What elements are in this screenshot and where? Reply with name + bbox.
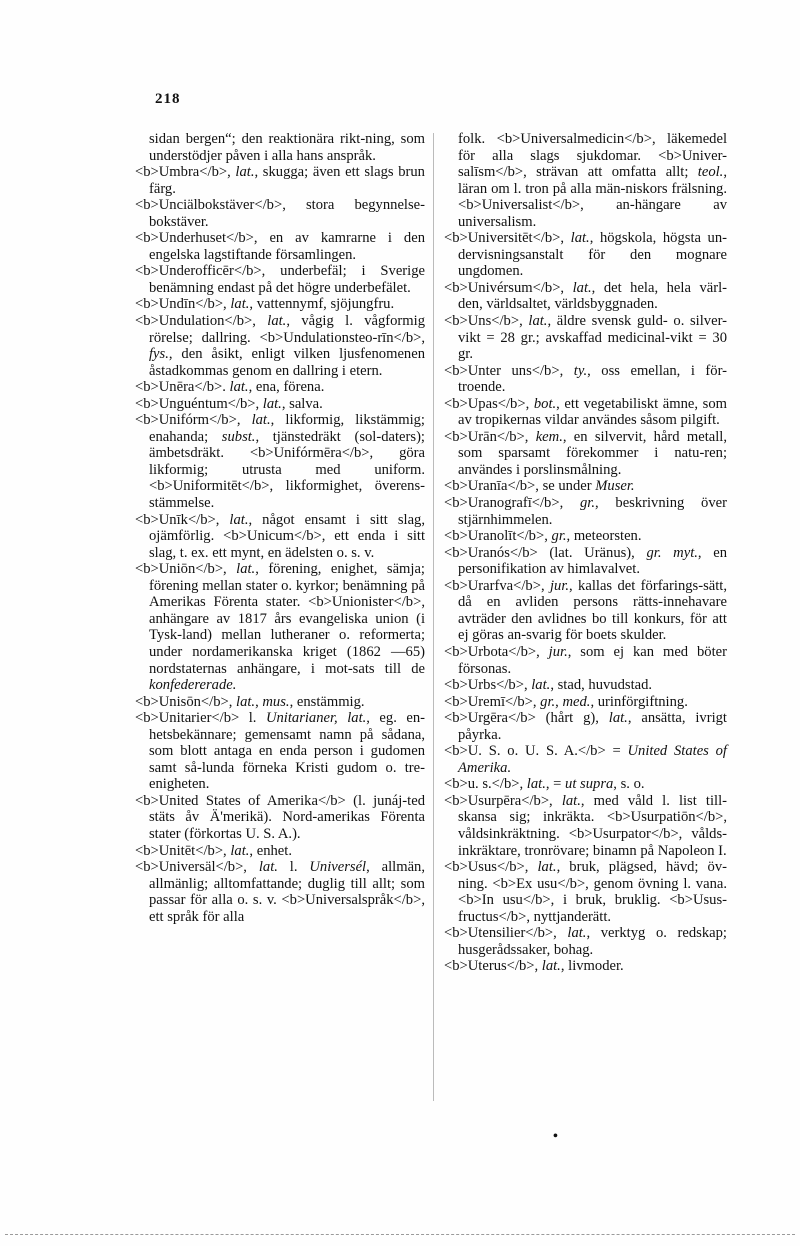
entry-text: , beskrivning över stjärnhimmelen. — [458, 495, 727, 528]
entry-text: <b>Uremī</b>, — [444, 693, 541, 710]
entry-text: , livmoder. — [560, 958, 624, 975]
abbreviation: ty. — [573, 362, 588, 379]
abbreviation: subst. — [221, 428, 256, 445]
dictionary-entry — [135, 230, 425, 263]
entry-text: <b>Utensilier</b>, — [444, 925, 568, 942]
entry-text: , en silvervit, hård metall, som sparsamt förekommer i natu-ren; användes i porslinsmålning. — [458, 428, 728, 478]
dictionary-entry — [444, 230, 727, 280]
dictionary-entry — [444, 429, 727, 479]
entry-text: , kallas det förfarings-sätt, då en avliden persons rätts-innehavare avträder den avlidnes bo till konkurs, för att ej göras an-svarig för boets skulder. — [458, 577, 727, 644]
entry-text: , verktyg o. redskap; husgerådssaker, bohag. — [458, 925, 727, 958]
entry-text: , s. o. — [613, 776, 645, 793]
dictionary-entry — [135, 561, 425, 693]
abbreviation: ut supra — [565, 776, 614, 793]
entry-text: , läran om l. tron på alla män-niskors frälsning. — [458, 164, 727, 197]
entry-text: , en personifikation av himlavalvet. — [458, 544, 728, 578]
entry-text: , vattennymf, sjöjungfru. — [249, 296, 395, 313]
entry-text: l. — [277, 859, 310, 876]
abbreviation: konfedererade. — [149, 677, 237, 694]
dictionary-entry — [444, 363, 727, 396]
abbreviation: lat. — [236, 561, 256, 578]
abbreviation: lat. — [262, 395, 282, 412]
dictionary-entry — [444, 528, 727, 545]
abbreviation: Universél — [309, 859, 367, 876]
dictionary-entry — [135, 843, 425, 860]
entry-text: <b>Usus</b>, — [444, 859, 538, 876]
entry-text: , = — [545, 776, 566, 793]
entry-text: <b>United States of Amerika</b> (l. junáj-ted stäts åv Ä'merikä). Nord-amerikas Förenta stater (förkortas U. S. A.). — [135, 792, 425, 842]
entry-text: folk. — [458, 131, 497, 147]
entry-text: <b>Universalspråk</b>, ett språk för alla — [149, 892, 425, 925]
entry-text: <b>Unifórm</b>, — [135, 412, 252, 429]
entry-text: <b>Uranolīt</b>, — [444, 528, 552, 545]
bottom-rule — [5, 1234, 795, 1235]
entry-text: <b>Urgēra</b> (hårt g), — [444, 710, 609, 727]
entry-text: <b>Unifórmēra</b>, göra likformig; utrusta med uniform. — [149, 445, 425, 478]
abbreviation: bot. — [533, 395, 557, 412]
entry-text: <b>Universitēt</b>, — [444, 230, 571, 247]
abbreviation: lat. — [567, 925, 587, 942]
abbreviation: lat. — [526, 776, 546, 793]
dictionary-entry — [444, 710, 727, 743]
abbreviation: lat. — [537, 859, 557, 876]
abbreviation: lat. — [229, 511, 249, 528]
entry-text: <b>Unguéntum</b>, — [135, 395, 263, 412]
entry-text: <b>Unionister</b>, anhängare av 1817 års evangeliska union (i Tysk-land) mellan lutheraner o. reformerta; under nordamerikanska kriget (1862 —65) nordstaternas anhängare, i mot-sats till de — [149, 594, 425, 677]
abbreviation: teol. — [697, 164, 724, 181]
abbreviation: United States of Amerika. — [458, 743, 727, 776]
entry-text: , enstämmig. — [289, 693, 365, 710]
abbreviation: lat. — [561, 792, 581, 809]
entry-text: <b>Unciälbokstäver</b>, stora begynnelse-bokstäver. — [135, 197, 425, 230]
entry-text: <b>Uns</b>, — [444, 313, 529, 330]
entry-text: , förening, enighet, sämja; förening mellan stater o. kyrkor; benämning på Amerikas Förenta stater. — [149, 561, 425, 611]
dictionary-entry — [135, 512, 425, 562]
entry-text: <b>Uranós</b> (lat. Uränus), — [444, 544, 647, 561]
dictionary-entry — [444, 280, 727, 313]
entry-text: <b>Urarfva</b>, — [444, 577, 550, 594]
abbreviation: lat. — [258, 859, 278, 876]
entry-text: <b>Undīn</b>, — [135, 296, 231, 313]
entry-text: <b>Unisōn</b>, — [135, 693, 237, 710]
entry-text: <b>Unitarier</b> l. — [135, 710, 266, 727]
dictionary-entry — [135, 296, 425, 313]
entry-text: , den åsikt, enligt vilken ljusfenomenen åstadkommas genom en dallring i etern. — [149, 346, 425, 379]
entry-text: <b>Upas</b>, — [444, 395, 534, 412]
abbreviation: lat. — [251, 412, 271, 429]
dictionary-entry — [135, 793, 425, 843]
entry-text: , högskola, högsta un-dervisningsanstalt för den mognare ungdomen. — [458, 230, 728, 280]
dictionary-entry — [444, 859, 727, 925]
entry-text: <b>Urbs</b>, — [444, 677, 532, 694]
entry-text: , tjänstedräkt (sol-daters); ämbetsdräkt. — [149, 428, 425, 462]
entry-text: <b>Undulationsteo-rīn</b>, — [259, 329, 425, 346]
entry-text: , urinförgiftning. — [590, 693, 688, 710]
entry-text: , vågig l. vågformig rörelse; dallring. — [149, 313, 425, 346]
dictionary-entry — [135, 313, 425, 379]
abbreviation: lat. — [230, 842, 250, 859]
dictionary-entry — [444, 925, 727, 958]
entry-text: <b>Uranografī</b>, — [444, 495, 580, 512]
entry-text: sidan bergen“; den reaktionära rikt-ning, som understödjer påven i alla hans anspråk. — [149, 131, 425, 164]
dictionary-entry — [444, 495, 727, 528]
dictionary-entry — [444, 545, 727, 578]
entry-text: , — [255, 693, 263, 710]
abbreviation: jur. — [548, 643, 568, 660]
abbreviation: lat. — [531, 677, 551, 694]
entry-text: <b>Usurpēra</b>, — [444, 792, 562, 809]
entry-text: <b>u. s.</b>, — [444, 776, 527, 793]
entry-text: <b>In usu</b>, i bruk, bruklig. — [458, 892, 670, 909]
abbreviation: mus. — [262, 693, 290, 710]
entry-text: <b>Undulation</b>, — [135, 313, 268, 330]
dictionary-entry — [135, 131, 425, 164]
dictionary-entry — [135, 164, 425, 197]
entry-text: , ena, förena. — [248, 379, 325, 396]
dictionary-entry — [135, 710, 425, 793]
abbreviation: gr. — [551, 528, 567, 545]
dictionary-entry — [135, 859, 425, 925]
abbreviation: lat. — [267, 313, 287, 330]
abbreviation: lat. — [230, 296, 250, 313]
abbreviation: lat. — [608, 710, 628, 727]
right-column — [444, 131, 727, 975]
abbreviation: Unitarianer, lat. — [265, 710, 367, 727]
dictionary-entry — [444, 313, 727, 363]
entry-text: <b>Unter uns</b>, — [444, 362, 574, 379]
entry-text: <b>Uniōn</b>, — [135, 561, 237, 578]
column-divider — [433, 133, 434, 1101]
entry-text: , eg. en-hetsbekännare; gemensamt namn på sådana, som blott antaga en enda person i gudomen samt så-lunda förneka Kristi gudom o. tre-enigheten. — [149, 710, 425, 793]
dictionary-entry — [444, 644, 727, 677]
abbreviation: kem. — [535, 428, 563, 445]
entry-text: <b>Universalist</b>, an-hängare av universalism. — [458, 197, 727, 230]
abbreviation: med. — [562, 693, 591, 710]
dictionary-entry — [135, 379, 425, 396]
dictionary-entry — [444, 958, 727, 975]
entry-text: <b>Unicum</b>, ett enda i sitt slag, t. ex. ett mynt, en ädelsten o. s. v. — [149, 528, 425, 561]
dictionary-entry — [444, 131, 727, 230]
entry-text: <b>Underofficēr</b>, underbefäl; i Sverige benämning endast på det högre underbefälet. — [135, 263, 425, 296]
dictionary-entry — [135, 412, 425, 511]
abbreviation: lat. — [235, 164, 255, 181]
entry-text: <b>Urān</b>, — [444, 428, 536, 445]
dictionary-entry — [444, 478, 727, 495]
entry-text: , det hela, hela värl-den, världsaltet, världsbyggnaden. — [458, 279, 727, 313]
entry-text: <b>Universäl</b>, — [135, 859, 259, 876]
dictionary-entry — [444, 694, 727, 711]
dictionary-entry — [135, 396, 425, 413]
dictionary-entry — [135, 263, 425, 296]
entry-text: , oss emellan, i för-troende. — [458, 362, 727, 396]
entry-text: <b>Uterus</b>, — [444, 958, 542, 975]
entry-text: <b>Uranīa</b>, se under — [444, 478, 596, 495]
abbreviation: lat. — [236, 693, 256, 710]
dictionary-entry — [135, 694, 425, 711]
entry-text: , med våld l. list till-skansa sig; inkräkta. — [458, 792, 727, 826]
abbreviation: gr. — [579, 495, 595, 512]
entry-text: <b>Usurpator</b>, vålds-inkräktare, tronrövare; binamn på Napoleon I. — [458, 825, 727, 859]
abbreviation: Muser. — [595, 478, 635, 495]
entry-text: , likformig, likstämmig; enahanda; — [149, 412, 425, 445]
entry-text: <b>Univérsum</b>, — [444, 279, 573, 296]
abbreviation: jur. — [549, 577, 570, 594]
dictionary-entry — [444, 677, 727, 694]
dictionary-entry — [444, 396, 727, 429]
left-column — [135, 131, 425, 925]
dictionary-entry — [444, 578, 727, 644]
entry-text: <b>Unīk</b>, — [135, 511, 230, 528]
entry-text: <b>Universalmedicin</b>, läkemedel för alla slags sjukdomar. — [458, 131, 728, 164]
abbreviation: lat. — [572, 279, 592, 296]
dictionary-entry — [135, 197, 425, 230]
abbreviation: lat. — [570, 230, 590, 247]
entry-text: , som ej kan med böter försonas. — [458, 643, 727, 677]
entry-text: <b>Uniformitēt</b>, likformighet, överens-stämmelse. — [149, 478, 425, 512]
entry-text: , stad, huvudstad. — [550, 677, 653, 694]
entry-text: , ett vegetabiliskt ämne, som av tropikernas vildar användes såsom pilgift. — [458, 395, 727, 429]
dictionary-entry — [444, 793, 727, 859]
entry-text: <b>Usus-fructus</b>, nyttjanderätt. — [458, 892, 727, 925]
abbreviation: gr. myt. — [646, 544, 698, 561]
entry-text: , något ensamt i sitt slag, ojämförlig. — [149, 511, 425, 545]
entry-text: <b>Univer-salīsm</b>, strävan att omfatta allt; — [458, 147, 727, 181]
entry-text: , bruk, plägsed, hävd; öv-ning. — [458, 859, 728, 892]
entry-text: <b>U. S. o. U. S. A.</b> = — [444, 743, 628, 760]
abbreviation: fys. — [149, 346, 169, 363]
entry-text: , meteorsten. — [566, 528, 642, 545]
entry-text: , allmän, allmänlig; alltomfattande; duglig till allt; som passar för alla o. s. v. — [149, 859, 425, 909]
entry-text: <b>Umbra</b>, — [135, 164, 236, 181]
entry-text: <b>Urbota</b>, — [444, 643, 549, 660]
dictionary-entry — [444, 776, 727, 793]
entry-text: <b>Ex usu</b>, genom övning l. vana. — [492, 875, 727, 892]
abbreviation: lat. — [229, 379, 249, 396]
entry-text: , äldre svensk guld- o. silver-vikt = 28 gr.; avskaffad medicinal-vikt = 30 gr. — [458, 313, 727, 363]
entry-text: , salva. — [281, 395, 323, 412]
entry-text: <b>Unēra</b>. — [135, 379, 230, 396]
page-number: 218 — [155, 91, 181, 107]
abbreviation: lat. — [528, 313, 548, 330]
entry-text: , — [555, 693, 563, 710]
entry-text: <b>Underhuset</b>, en av kamrarne i den engelska lagstiftande församlingen. — [135, 230, 425, 263]
dictionary-entry — [444, 743, 727, 776]
entry-text: , ansätta, ivrigt påyrka. — [458, 710, 727, 743]
entry-text: , skugga; även ett slags brun färg. — [149, 164, 425, 197]
abbreviation: gr. — [540, 693, 556, 710]
entry-text: <b>Usurpatiōn</b>, våldsinkräktning. — [458, 809, 727, 842]
entry-text: <b>Unitēt</b>, — [135, 842, 231, 859]
abbreviation: lat. — [541, 958, 561, 975]
entry-text: , enhet. — [249, 842, 292, 859]
footer-mark: • — [553, 1129, 558, 1144]
